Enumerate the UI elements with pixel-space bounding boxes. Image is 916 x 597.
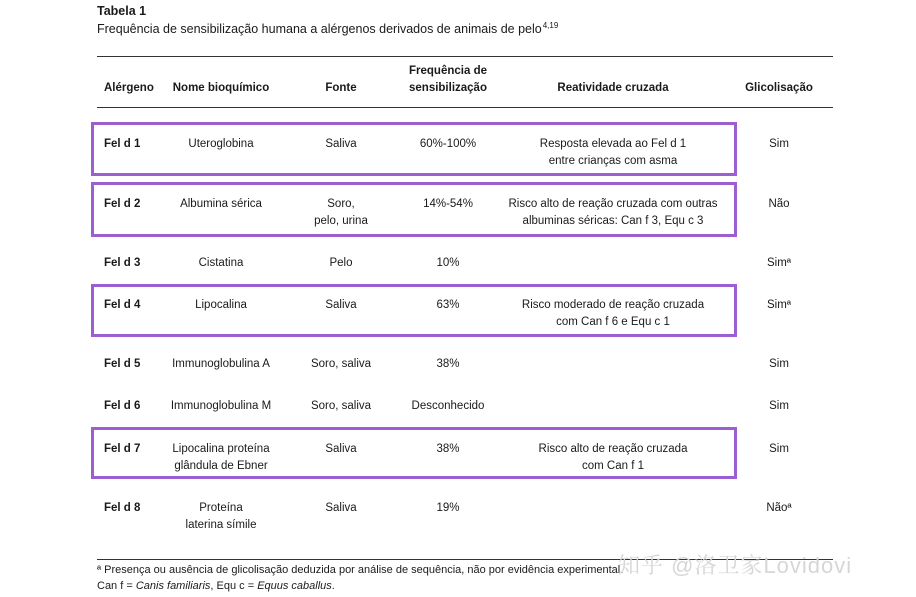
header-cross-reactivity: Reatividade cruzada — [557, 82, 669, 94]
watermark: 知乎 @洛卫家Lovidovi — [618, 553, 853, 578]
header-frequency — [390, 63, 506, 97]
cell-allergen: Fel d 6 — [104, 400, 141, 412]
cell-source-line: pelo, urina — [314, 214, 368, 227]
cell-source — [296, 398, 386, 415]
cell-allergen: Fel d 4 — [104, 299, 141, 311]
footnote-abbreviations — [97, 580, 335, 592]
header-source: Fonte — [325, 82, 357, 94]
footnote-prefix: Can f = — [97, 580, 136, 592]
cell-name — [160, 500, 282, 533]
subtitle-reference: 4,19 — [542, 21, 559, 30]
cell-source-line: Soro, — [327, 198, 355, 210]
footnote-suffix: . — [331, 580, 335, 592]
cell-glycosylation: Sim — [769, 443, 789, 455]
header-frequency-line2: sensibilização — [409, 82, 487, 94]
footnote-mid: , Equ c = — [210, 580, 258, 592]
cell-frequency: 10% — [436, 257, 460, 269]
cell-cross-line: com Can f 1 — [582, 459, 644, 472]
cell-source — [296, 441, 386, 458]
cell-frequency: 14%-54% — [423, 198, 473, 210]
cell-source-line: Soro, saliva — [310, 400, 372, 412]
cell-source-line: Saliva — [325, 443, 357, 455]
cell-name-line: glândula de Ebner — [174, 459, 268, 472]
table-subtitle — [97, 21, 558, 36]
cell-name-line: Cistatina — [198, 257, 244, 269]
cell-cross-line: Risco alto de reação cruzada — [538, 443, 688, 455]
cell-cross-line: Resposta elevada ao Fel d 1 — [539, 138, 687, 150]
cell-name-line: Lipocalina — [195, 299, 247, 311]
cell-name — [160, 297, 282, 314]
footnote-canis: Canis familiaris — [135, 580, 211, 592]
header-bottom-rule — [97, 107, 833, 108]
table-top-rule — [97, 56, 833, 57]
cell-cross — [500, 196, 726, 229]
cell-source-line: Saliva — [325, 299, 357, 311]
cell-allergen: Fel d 5 — [104, 358, 141, 370]
cell-frequency: 60%-100% — [419, 138, 477, 150]
cell-name — [160, 441, 282, 474]
cell-cross — [500, 297, 726, 330]
cell-frequency: 19% — [436, 502, 460, 514]
cell-glycosylation: Sim — [769, 400, 789, 412]
cell-cross-line: Risco moderado de reação cruzada — [521, 299, 705, 311]
cell-name-line: Immunoglobulina M — [170, 400, 272, 412]
cell-cross-line: albuminas séricas: Can f 3, Equ c 3 — [522, 214, 704, 227]
cell-source — [296, 297, 386, 314]
cell-glycosylation: Simª — [766, 257, 792, 269]
header-glycosylation: Glicolisação — [745, 82, 813, 94]
cell-name-line: Lipocalina proteína — [172, 443, 270, 455]
cell-source — [296, 136, 386, 153]
cell-name-line: Proteína — [199, 502, 243, 514]
table-title: Tabela 1 — [97, 4, 147, 18]
footnote-equus: Equus caballus — [257, 580, 332, 592]
header-allergen: Alérgeno — [104, 82, 154, 94]
cell-frequency: 38% — [436, 358, 460, 370]
header-name: Nome bioquímico — [172, 82, 270, 94]
cell-name-line: Immunoglobulina A — [172, 358, 270, 370]
cell-source-line: Soro, saliva — [310, 358, 372, 370]
cell-cross-line: entre crianças com asma — [548, 154, 678, 167]
cell-glycosylation: Sim — [769, 138, 789, 150]
cell-name — [160, 136, 282, 153]
cell-frequency: Desconhecido — [411, 400, 485, 412]
cell-name — [160, 196, 282, 213]
subtitle-text: Frequência de sensibilização humana a alérgenos derivados de animais de pelo — [97, 22, 542, 36]
cell-allergen: Fel d 7 — [104, 443, 141, 455]
cell-source — [296, 500, 386, 517]
cell-glycosylation: Sim — [769, 358, 789, 370]
cell-source-line: Saliva — [325, 502, 357, 514]
cell-frequency: 63% — [436, 299, 460, 311]
footnote-glycosylation: ª Presença ou ausência de glicolisação deduzida por análise de sequência, não por evidência experimental. — [97, 564, 624, 576]
cell-source — [296, 255, 386, 272]
cell-allergen: Fel d 8 — [104, 502, 141, 514]
cell-allergen: Fel d 1 — [104, 138, 141, 150]
cell-cross — [500, 441, 726, 474]
cell-source — [296, 196, 386, 229]
cell-glycosylation: Não — [768, 198, 790, 210]
cell-name — [160, 356, 282, 373]
cell-allergen: Fel d 2 — [104, 198, 141, 210]
cell-source — [296, 356, 386, 373]
cell-name-line: laterina símile — [185, 518, 257, 531]
cell-cross-line: Risco alto de reação cruzada com outras — [508, 198, 718, 210]
cell-name-line: Albumina sérica — [180, 198, 262, 210]
cell-name — [160, 398, 282, 415]
cell-source-line: Saliva — [325, 138, 357, 150]
cell-name-line: Uteroglobina — [188, 138, 254, 150]
header-frequency-line1: Frequência de — [409, 65, 487, 77]
cell-source-line: Pelo — [329, 257, 353, 269]
cell-glycosylation: Simª — [766, 299, 792, 311]
cell-glycosylation: Nãoª — [766, 502, 792, 514]
cell-name — [160, 255, 282, 272]
cell-cross — [500, 136, 726, 169]
cell-allergen: Fel d 3 — [104, 257, 141, 269]
cell-frequency: 38% — [436, 443, 460, 455]
cell-cross-line: com Can f 6 e Equ c 1 — [556, 315, 670, 328]
